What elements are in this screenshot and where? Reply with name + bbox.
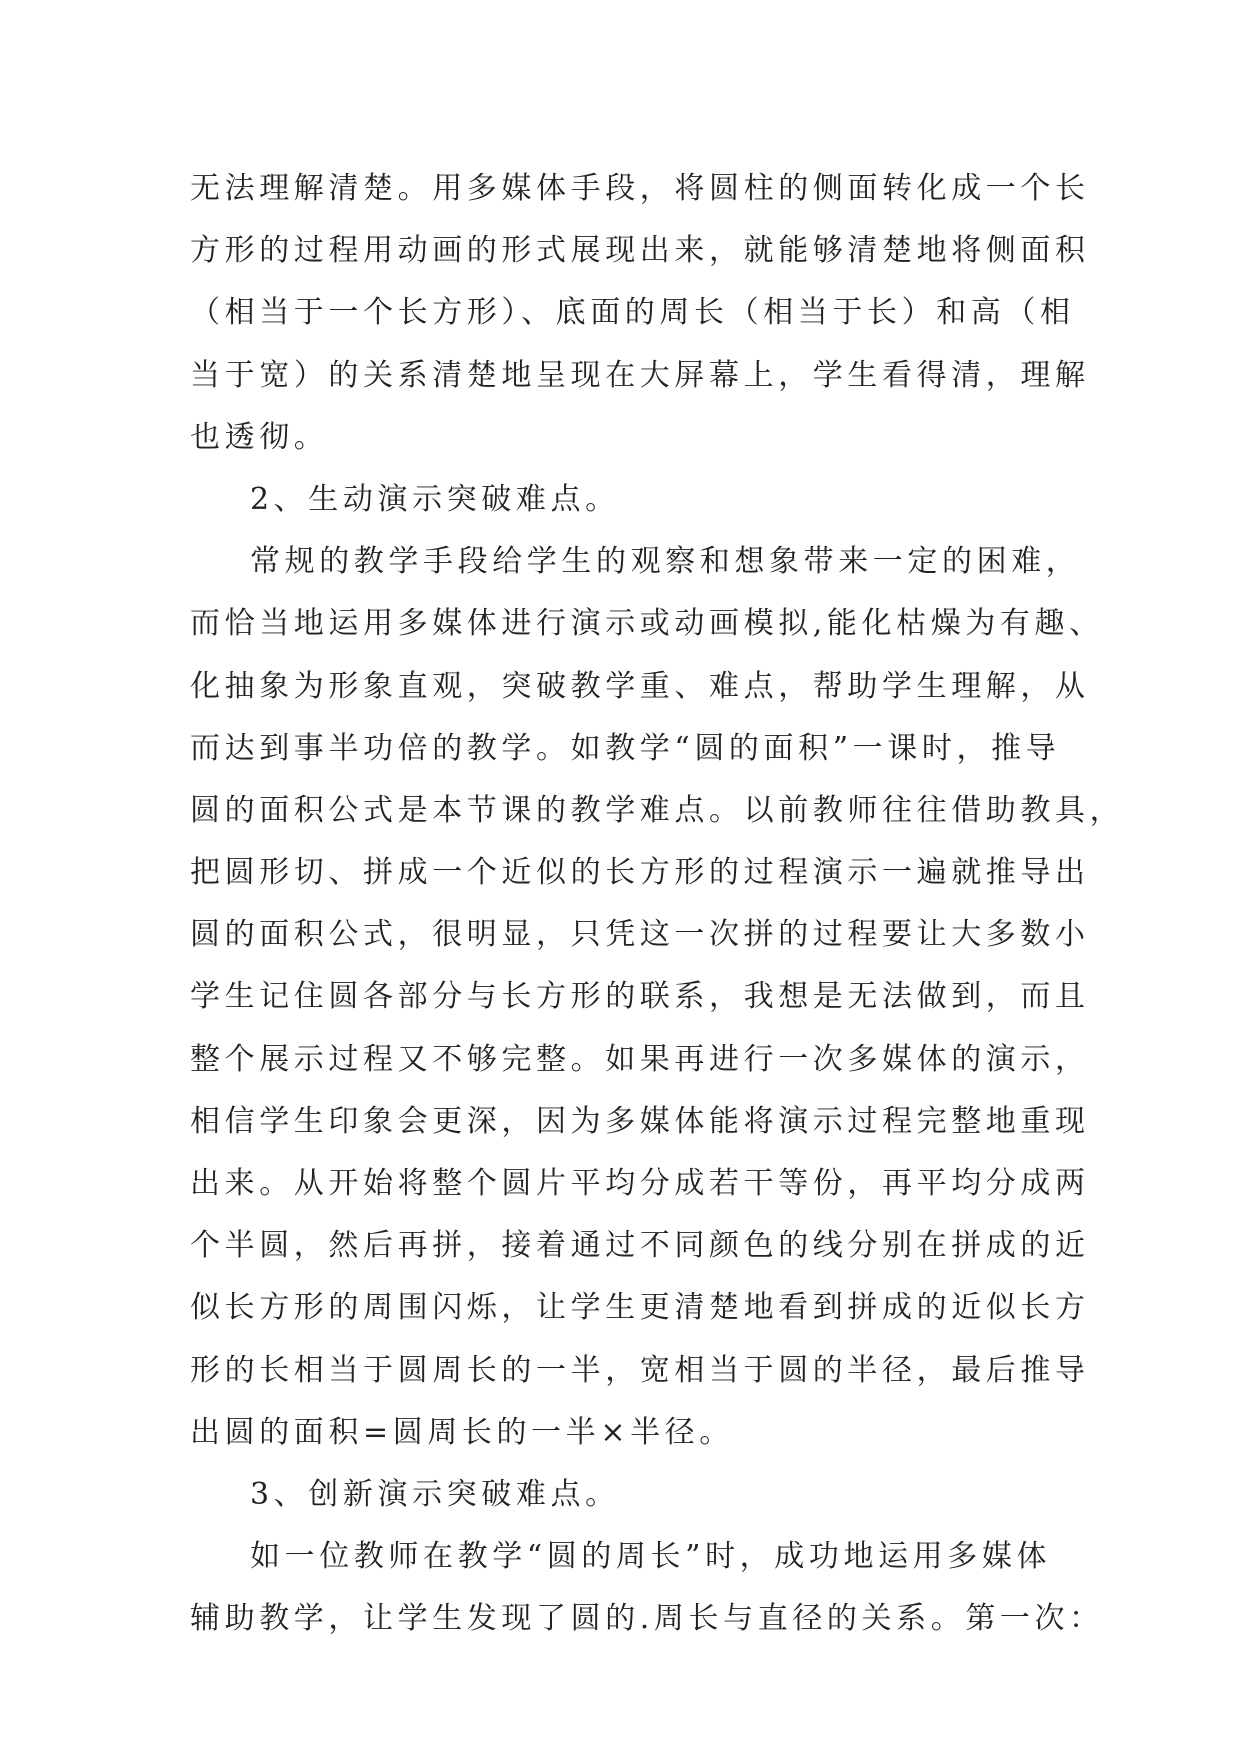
paragraph-line: 把圆形切、拼成一个近似的长方形的过程演示一遍就推导出 <box>190 855 1090 891</box>
paragraph-line: 也透彻。 <box>190 419 329 455</box>
document-body <box>190 158 1125 1651</box>
paragraph-line: 如一位教师在教学“圆的周长”时，成功地运用多媒体 <box>250 1539 1052 1575</box>
paragraph-line: 出圆的面积=圆周长的一半×半径。 <box>190 1414 734 1450</box>
paragraph-line: 似长方形的周围闪烁，让学生更清楚地看到拼成的近似长方 <box>190 1290 1090 1326</box>
paragraph-line: 当于宽）的关系清楚地呈现在大屏幕上，学生看得清，理解 <box>190 357 1090 393</box>
paragraph-line: 而达到事半功倍的教学。如教学“圆的面积”一课时，推导 <box>190 730 1061 766</box>
paragraph-line: 而恰当地运用多媒体进行演示或动画模拟,能化枯燥为有趣、 <box>190 606 1104 642</box>
paragraph-line: 方形的过程用动画的形式展现出来，就能够清楚地将侧面积 <box>190 233 1090 269</box>
paragraph-line: 辅助教学，让学生发现了圆的.周长与直径的关系。第一次： <box>190 1601 1104 1637</box>
paragraph-line: 化抽象为形象直观，突破教学重、难点，帮助学生理解，从 <box>190 668 1090 704</box>
paragraph-line: 形的长相当于圆周长的一半，宽相当于圆的半径，最后推导 <box>190 1352 1090 1388</box>
paragraph-line: 无法理解清楚。用多媒体手段，将圆柱的侧面转化成一个长 <box>190 171 1090 206</box>
paragraph-line: 出来。从开始将整个圆片平均分成若干等份，再平均分成两 <box>190 1166 1090 1201</box>
paragraph-line: 常规的教学手段给学生的观察和想象带来一定的困难， <box>250 544 1081 580</box>
paragraph-line: 圆的面积公式是本节课的教学难点。以前教师往往借助教具， <box>190 792 1125 828</box>
section-heading: 3、创新演示突破难点。 <box>250 1476 620 1512</box>
section-heading: 2、生动演示突破难点。 <box>250 481 620 517</box>
paragraph-line: （相当于一个长方形）、底面的周长（相当于长）和高（相 <box>190 295 1075 331</box>
paragraph-line: 相信学生印象会更深，因为多媒体能将演示过程完整地重现 <box>190 1103 1090 1139</box>
paragraph-line: 个半圆，然后再拼，接着通过不同颜色的线分别在拼成的近 <box>190 1228 1090 1264</box>
paragraph-line: 圆的面积公式，很明显，只凭这一次拼的过程要让大多数小 <box>190 917 1090 953</box>
paragraph-line: 学生记住圆各部分与长方形的联系，我想是无法做到，而且 <box>190 979 1090 1015</box>
paragraph-line: 整个展示过程又不够完整。如果再进行一次多媒体的演示， <box>190 1041 1090 1077</box>
